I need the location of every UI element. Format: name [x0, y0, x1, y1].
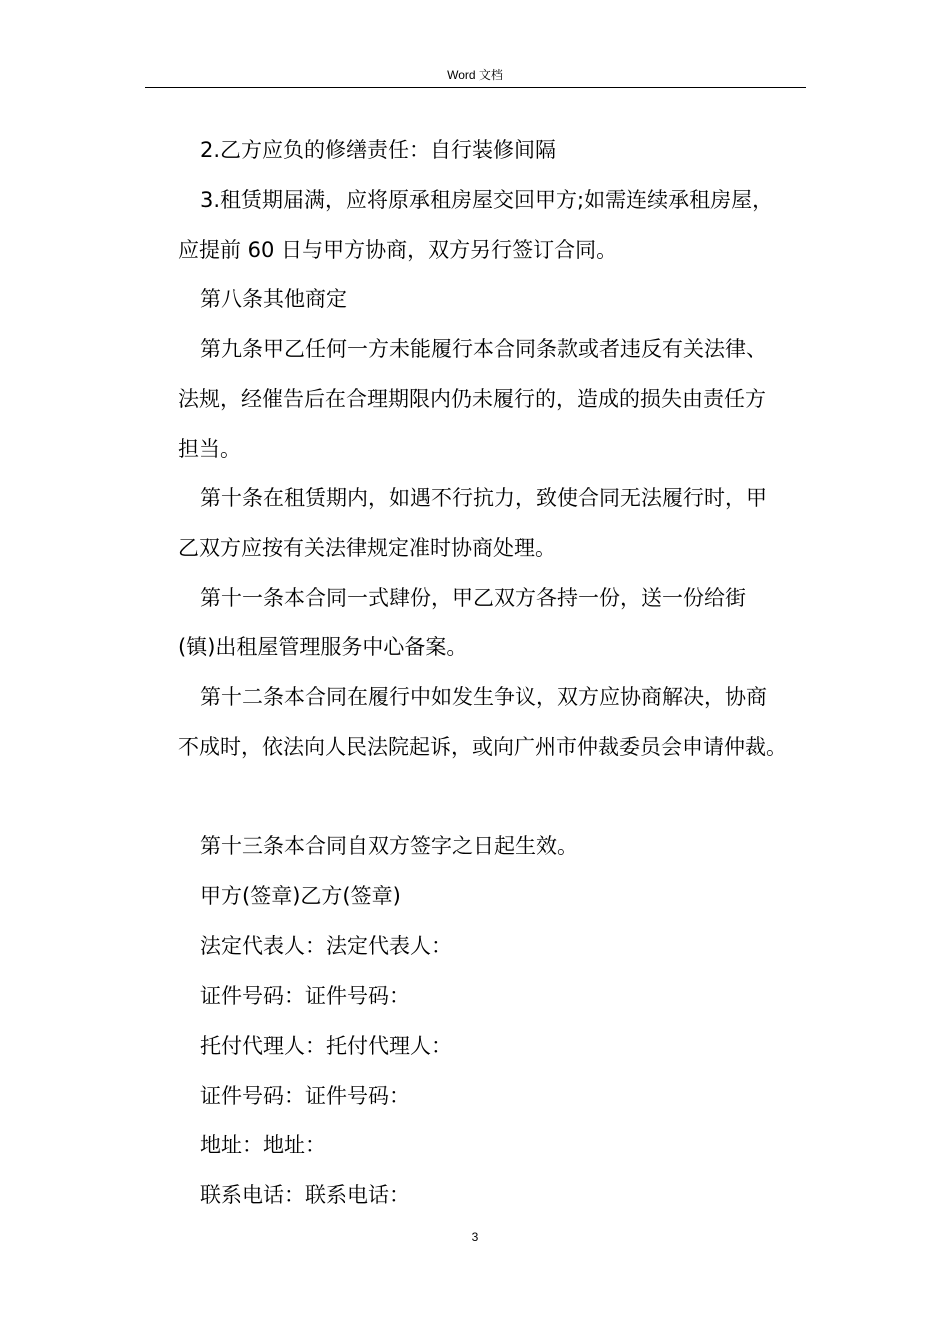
agent-id-number-field: 证件号码：证件号码：	[200, 1084, 410, 1108]
article-11-line2: (镇)出租屋管理服务中心备案。	[178, 635, 468, 659]
clause-lease-expiry-line2: 应提前 60 日与甲方协商，双方另行签订合同。	[178, 238, 618, 262]
id-number-field: 证件号码：证件号码：	[200, 984, 410, 1008]
clause-lease-expiry-line1: 3.租赁期届满，应将原承租房屋交回甲方;如需连续承租房屋，	[200, 188, 774, 212]
article-9-line1: 第九条甲乙任何一方未能履行本合同条款或者违反有关法律、	[200, 337, 767, 361]
legal-representative-field: 法定代表人：法定代表人：	[200, 934, 452, 958]
contact-phone-field: 联系电话：联系电话：	[200, 1183, 410, 1207]
article-10-line1: 第十条在租赁期内，如遇不行抗力，致使合同无法履行时，甲	[200, 486, 767, 510]
authorized-agent-field: 托付代理人：托付代理人：	[200, 1034, 452, 1058]
article-9-line3: 担当。	[178, 437, 241, 461]
article-10-line2: 乙双方应按有关法律规定准时协商处理。	[178, 536, 556, 560]
page-header: Word 文档	[447, 68, 503, 82]
article-13: 第十三条本合同自双方签字之日起生效。	[200, 834, 578, 858]
article-8-heading: 第八条其他商定	[200, 287, 347, 311]
header-divider	[145, 87, 806, 88]
article-12-line2: 不成时，依法向人民法院起诉，或向广州市仲裁委员会申请仲裁。	[178, 735, 787, 759]
article-12-line1: 第十二条本合同在履行中如发生争议，双方应协商解决，协商	[200, 685, 767, 709]
page-number: 3	[471, 1230, 479, 1244]
article-11-line1: 第十一条本合同一式肆份，甲乙双方各持一份，送一份给街	[200, 586, 746, 610]
signature-parties: 甲方(签章)乙方(签章)	[200, 884, 401, 908]
article-9-line2: 法规，经催告后在合理期限内仍未履行的，造成的损失由责任方	[178, 387, 766, 411]
address-field: 地址：地址：	[200, 1133, 326, 1157]
clause-repair-responsibility: 2.乙方应负的修缮责任：自行装修间隔	[200, 138, 557, 162]
